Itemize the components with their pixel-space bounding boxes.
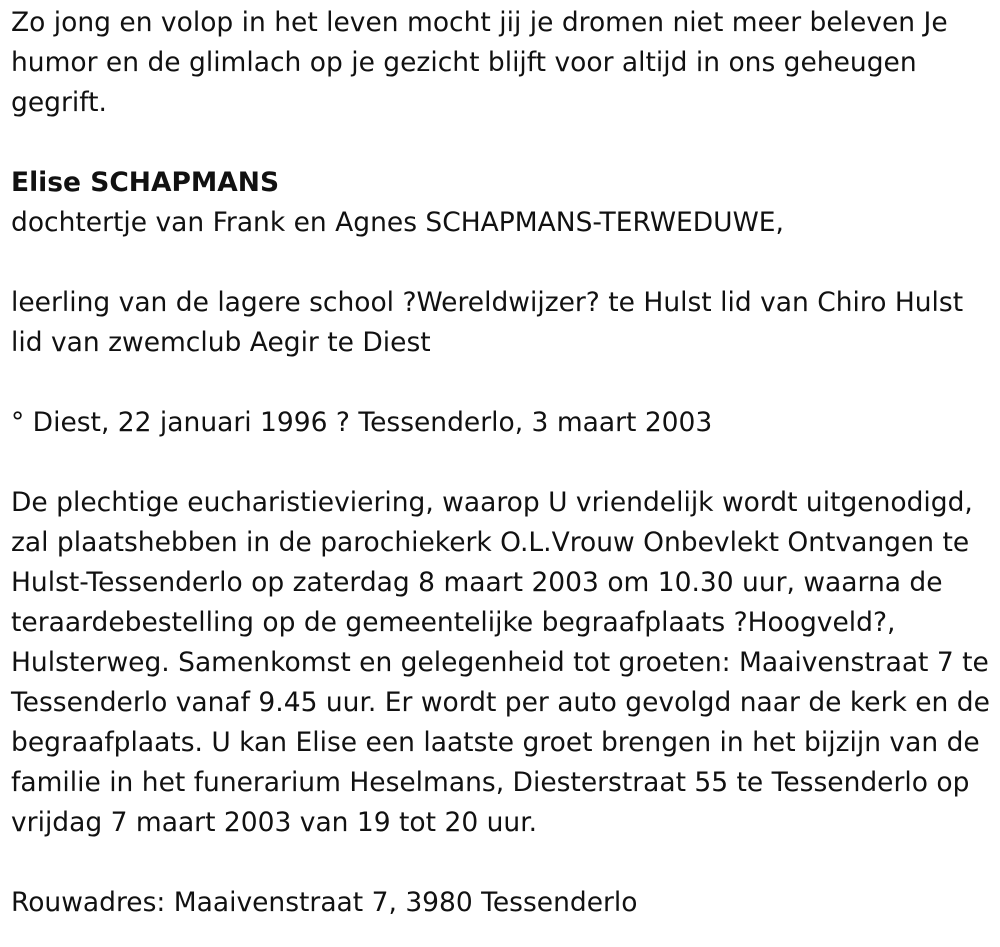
- affiliations-paragraph: leerling van de lagere school ?Wereldwijzer? te Hulst lid van Chiro Hulst lid van zwemclub Aegir te Diest: [11, 287, 964, 358]
- ceremony-paragraph: De plechtige eucharistieviering, waarop U vriendelijk wordt uitgenodigd, zal plaatshebben in de parochiekerk O.L.Vrouw Onbevlekt Ontvangen te Hulst-Tessenderlo op zaterdag 8 maart 2003 om 10.30 uur, waarna de teraardebestelling op de gemeentelijke begraafplaats ?Hoogveld?, Hulsterweg. Samenkomst en gelegenheid tot groeten: Maaivenstraat 7 te Tessenderlo vanaf 9.45 uur. Er wordt per auto gevolgd naar de kerk en de begraafplaats. U kan Elise een laatste groet brengen in het bijzijn van de familie in het funerarium Heselmans, Diesterstraat 55 te Tessenderlo op vrijdag 7 maart 2003 van 19 tot 20 uur.: [11, 487, 990, 838]
- spacer: [11, 243, 991, 283]
- spacer: [11, 843, 991, 883]
- deceased-name: Elise SCHAPMANS: [11, 167, 280, 198]
- spacer: [11, 123, 991, 163]
- relation-line: dochtertje van Frank en Agnes SCHAPMANS-TERWEDUWE,: [11, 207, 784, 238]
- birth-death-line: ° Diest, 22 januari 1996 ? Tessenderlo, 3 maart 2003: [11, 407, 713, 438]
- obituary-text: [11, 3, 991, 923]
- mourning-address: Rouwadres: Maaivenstraat 7, 3980 Tessenderlo: [11, 887, 638, 918]
- spacer: [11, 443, 991, 483]
- spacer: [11, 363, 991, 403]
- intro-paragraph: Zo jong en volop in het leven mocht jij je dromen niet meer beleven Je humor en de glimlach op je gezicht blijft voor altijd in ons geheugen gegrift.: [11, 7, 948, 118]
